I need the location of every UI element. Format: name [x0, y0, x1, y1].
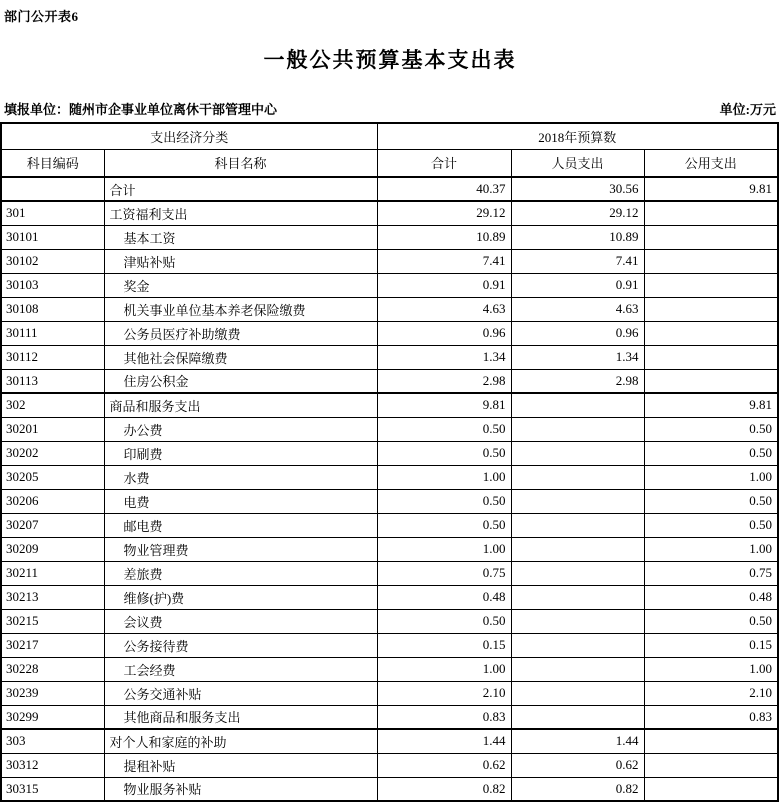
subject-name-cell: 邮电费 [104, 513, 377, 537]
total-value-cell: 4.63 [377, 297, 511, 321]
subject-code-cell: 30112 [1, 345, 104, 369]
total-value-cell: 1.00 [377, 465, 511, 489]
subject-name-cell: 公务交通补贴 [104, 681, 377, 705]
personnel-value-cell [511, 657, 644, 681]
personnel-value-cell [511, 585, 644, 609]
personnel-value-cell: 1.44 [511, 729, 644, 753]
personnel-value-cell [511, 681, 644, 705]
header-personnel-expenditure: 人员支出 [511, 149, 644, 177]
table-row [1, 465, 778, 489]
unit-note: 单位:万元 [719, 102, 776, 117]
subject-code-cell: 30103 [1, 273, 104, 297]
public-value-cell: 1.00 [644, 657, 778, 681]
subject-code-cell: 30217 [1, 633, 104, 657]
total-value-cell: 1.44 [377, 729, 511, 753]
personnel-value-cell: 29.12 [511, 201, 644, 225]
public-value-cell: 1.00 [644, 465, 778, 489]
subject-code-cell: 303 [1, 729, 104, 753]
doc-label: 部门公开表6 [4, 9, 79, 24]
personnel-value-cell [511, 441, 644, 465]
table-row [1, 777, 778, 801]
total-value-cell: 0.50 [377, 609, 511, 633]
subject-name-cell: 其他商品和服务支出 [104, 705, 377, 729]
personnel-value-cell [511, 417, 644, 441]
total-value-cell: 0.50 [377, 513, 511, 537]
personnel-value-cell [511, 705, 644, 729]
total-value-cell: 40.37 [377, 177, 511, 201]
subject-name-cell: 会议费 [104, 609, 377, 633]
header-public-expenditure: 公用支出 [644, 149, 778, 177]
subject-code-cell: 30239 [1, 681, 104, 705]
subject-name-cell: 物业管理费 [104, 537, 377, 561]
subject-name-cell: 办公费 [104, 417, 377, 441]
subject-code-cell: 30299 [1, 705, 104, 729]
personnel-value-cell: 0.91 [511, 273, 644, 297]
budget-table [0, 122, 779, 802]
public-value-cell: 0.50 [644, 609, 778, 633]
personnel-value-cell: 0.82 [511, 777, 644, 801]
table-row [1, 657, 778, 681]
subject-code-cell: 30209 [1, 537, 104, 561]
subject-code-cell: 30201 [1, 417, 104, 441]
table-row [1, 585, 778, 609]
personnel-value-cell: 7.41 [511, 249, 644, 273]
table-header-group-row [1, 123, 778, 149]
subject-code-cell: 30215 [1, 609, 104, 633]
reporting-unit-label: 填报单位：随州市企事业单位离休干部管理中心 [4, 102, 278, 117]
subject-name-cell: 合计 [104, 177, 377, 201]
public-value-cell: 0.50 [644, 441, 778, 465]
subject-name-cell: 水费 [104, 465, 377, 489]
subject-code-cell: 30206 [1, 489, 104, 513]
subject-name-cell: 电费 [104, 489, 377, 513]
public-value-cell: 0.15 [644, 633, 778, 657]
subject-name-cell: 住房公积金 [104, 369, 377, 393]
subject-code-cell: 30205 [1, 465, 104, 489]
table-row [1, 393, 778, 417]
public-value-cell: 0.50 [644, 417, 778, 441]
public-value-cell: 2.10 [644, 681, 778, 705]
total-value-cell: 0.15 [377, 633, 511, 657]
table-row [1, 489, 778, 513]
subject-name-cell: 机关事业单位基本养老保险缴费 [104, 297, 377, 321]
table-row [1, 441, 778, 465]
table-row [1, 225, 778, 249]
table-row [1, 321, 778, 345]
public-value-cell [644, 273, 778, 297]
subject-code-cell: 30102 [1, 249, 104, 273]
public-value-cell: 1.00 [644, 537, 778, 561]
subject-code-cell: 30111 [1, 321, 104, 345]
subject-name-cell: 印刷费 [104, 441, 377, 465]
header-expense-classification: 支出经济分类 [1, 123, 377, 149]
table-row [1, 537, 778, 561]
subject-name-cell: 基本工资 [104, 225, 377, 249]
public-value-cell: 0.50 [644, 489, 778, 513]
table-row [1, 369, 778, 393]
public-value-cell: 9.81 [644, 393, 778, 417]
table-row [1, 201, 778, 225]
table-row [1, 273, 778, 297]
subject-name-cell: 津贴补贴 [104, 249, 377, 273]
subject-code-cell: 30108 [1, 297, 104, 321]
subject-name-cell: 其他社会保障缴费 [104, 345, 377, 369]
total-value-cell: 2.10 [377, 681, 511, 705]
subject-name-cell: 商品和服务支出 [104, 393, 377, 417]
public-value-cell [644, 753, 778, 777]
subject-code-cell: 30101 [1, 225, 104, 249]
subject-name-cell: 奖金 [104, 273, 377, 297]
personnel-value-cell [511, 633, 644, 657]
total-value-cell: 0.50 [377, 441, 511, 465]
table-row [1, 561, 778, 585]
total-value-cell: 0.82 [377, 777, 511, 801]
subject-code-cell: 30202 [1, 441, 104, 465]
page-title: 一般公共预算基本支出表 [263, 48, 517, 72]
total-value-cell: 2.98 [377, 369, 511, 393]
personnel-value-cell [511, 489, 644, 513]
table-row [1, 417, 778, 441]
subject-name-cell: 对个人和家庭的补助 [104, 729, 377, 753]
subject-code-cell: 30113 [1, 369, 104, 393]
subject-code-cell: 30211 [1, 561, 104, 585]
header-subject-name: 科目名称 [104, 149, 377, 177]
public-value-cell [644, 321, 778, 345]
table-row [1, 729, 778, 753]
table-row [1, 249, 778, 273]
subject-name-cell: 工资福利支出 [104, 201, 377, 225]
personnel-value-cell: 2.98 [511, 369, 644, 393]
personnel-value-cell [511, 465, 644, 489]
subject-code-cell: 30228 [1, 657, 104, 681]
total-value-cell: 0.48 [377, 585, 511, 609]
public-value-cell [644, 249, 778, 273]
public-value-cell [644, 729, 778, 753]
total-value-cell: 1.34 [377, 345, 511, 369]
personnel-value-cell [511, 513, 644, 537]
table-row [1, 609, 778, 633]
personnel-value-cell: 1.34 [511, 345, 644, 369]
public-value-cell [644, 297, 778, 321]
personnel-value-cell: 0.62 [511, 753, 644, 777]
table-row [1, 177, 778, 201]
public-value-cell: 0.83 [644, 705, 778, 729]
public-value-cell: 0.75 [644, 561, 778, 585]
personnel-value-cell: 30.56 [511, 177, 644, 201]
subject-code-cell: 30315 [1, 777, 104, 801]
total-value-cell: 0.50 [377, 417, 511, 441]
table-row [1, 513, 778, 537]
personnel-value-cell [511, 561, 644, 585]
total-value-cell: 1.00 [377, 657, 511, 681]
total-value-cell: 0.50 [377, 489, 511, 513]
subject-code-cell [1, 177, 104, 201]
header-subject-code: 科目编码 [1, 149, 104, 177]
table-row [1, 705, 778, 729]
subject-code-cell: 30312 [1, 753, 104, 777]
meta-row [4, 99, 776, 118]
subject-name-cell: 提租补贴 [104, 753, 377, 777]
public-value-cell: 9.81 [644, 177, 778, 201]
personnel-value-cell [511, 537, 644, 561]
subject-code-cell: 302 [1, 393, 104, 417]
subject-name-cell: 公务接待费 [104, 633, 377, 657]
table-row [1, 345, 778, 369]
header-total: 合计 [377, 149, 511, 177]
header-2018-budget: 2018年预算数 [377, 123, 778, 149]
table-header-columns-row [1, 149, 778, 177]
table-body [1, 177, 778, 801]
public-value-cell [644, 777, 778, 801]
total-value-cell: 9.81 [377, 393, 511, 417]
personnel-value-cell: 10.89 [511, 225, 644, 249]
subject-code-cell: 30213 [1, 585, 104, 609]
table-row [1, 753, 778, 777]
personnel-value-cell: 0.96 [511, 321, 644, 345]
total-value-cell: 7.41 [377, 249, 511, 273]
total-value-cell: 0.91 [377, 273, 511, 297]
subject-name-cell: 差旅费 [104, 561, 377, 585]
subject-name-cell: 物业服务补贴 [104, 777, 377, 801]
total-value-cell: 0.75 [377, 561, 511, 585]
public-value-cell: 0.48 [644, 585, 778, 609]
subject-code-cell: 30207 [1, 513, 104, 537]
personnel-value-cell [511, 393, 644, 417]
personnel-value-cell [511, 609, 644, 633]
total-value-cell: 0.96 [377, 321, 511, 345]
total-value-cell: 0.62 [377, 753, 511, 777]
table-row [1, 681, 778, 705]
total-value-cell: 1.00 [377, 537, 511, 561]
subject-name-cell: 工会经费 [104, 657, 377, 681]
public-value-cell [644, 369, 778, 393]
table-row [1, 297, 778, 321]
public-value-cell [644, 345, 778, 369]
total-value-cell: 10.89 [377, 225, 511, 249]
public-value-cell: 0.50 [644, 513, 778, 537]
public-value-cell [644, 201, 778, 225]
public-value-cell [644, 225, 778, 249]
subject-code-cell: 301 [1, 201, 104, 225]
personnel-value-cell: 4.63 [511, 297, 644, 321]
total-value-cell: 0.83 [377, 705, 511, 729]
table-row [1, 633, 778, 657]
subject-name-cell: 公务员医疗补助缴费 [104, 321, 377, 345]
subject-name-cell: 维修(护)费 [104, 585, 377, 609]
total-value-cell: 29.12 [377, 201, 511, 225]
